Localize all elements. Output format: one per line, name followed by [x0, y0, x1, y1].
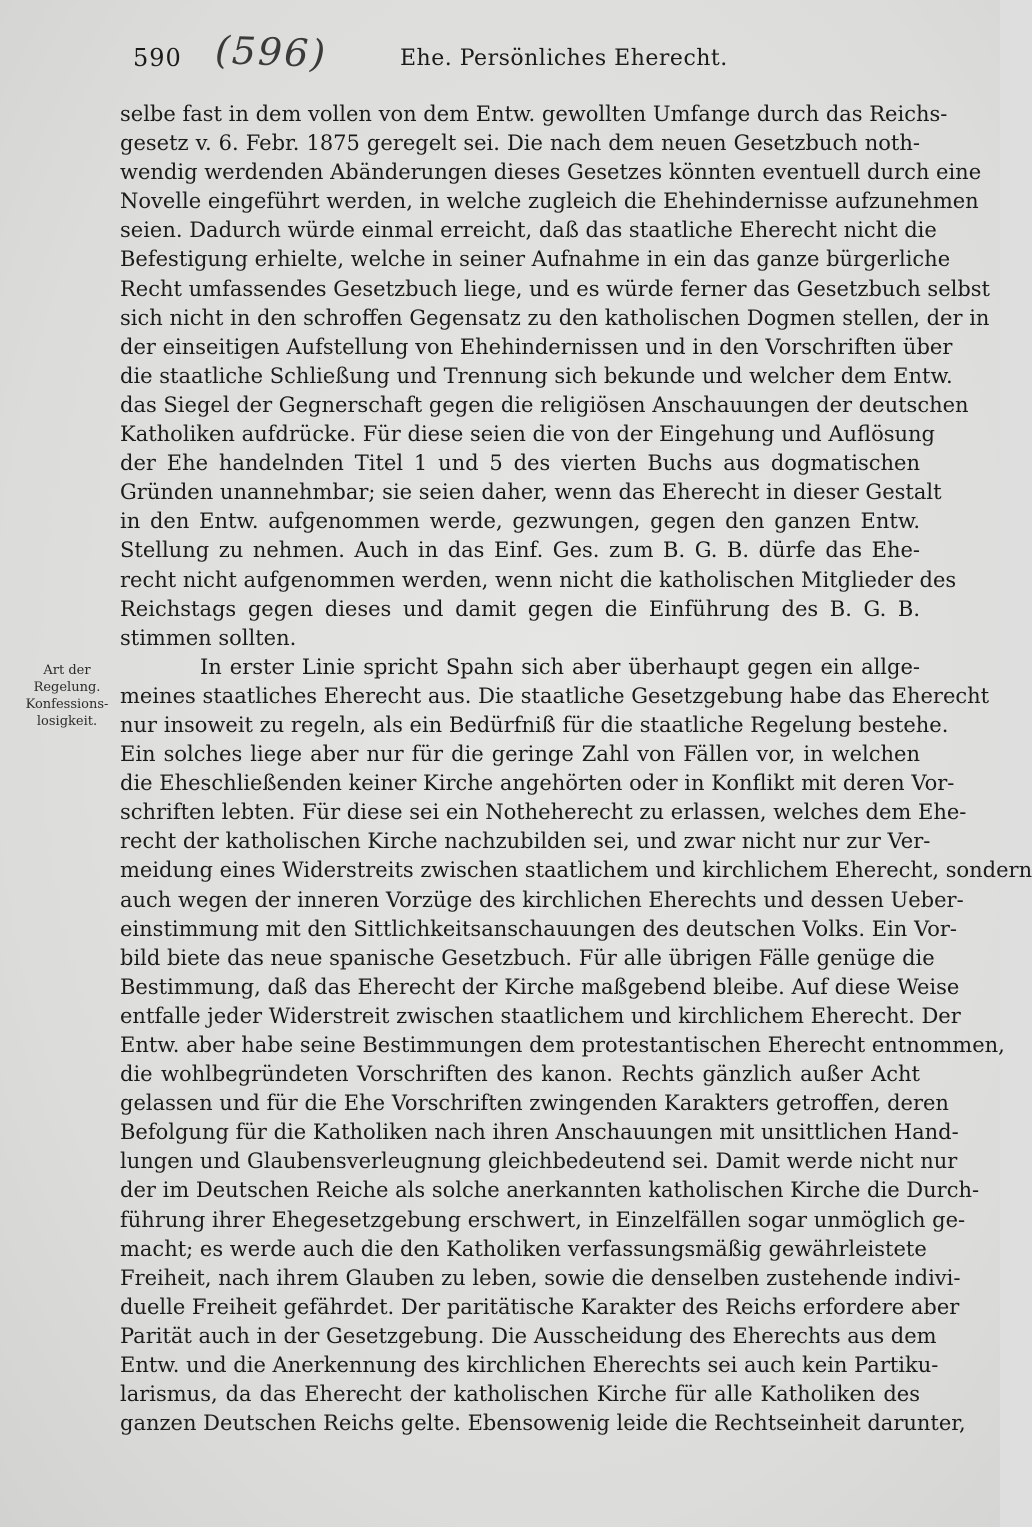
text-line: selbe fast in dem vollen von dem Entw. gewollten Umfange durch das Reichs- [120, 102, 948, 126]
text-line: die Eheschließenden keiner Kirche angehörten oder in Konflikt mit deren Vor- [120, 771, 955, 796]
text-line: Novelle eingeführt werden, in welche zugleich die Ehehindernisse aufzunehmen [120, 189, 979, 214]
text-line: Gründen unannehmbar; sie seien daher, wenn das Eherecht in dieser Gestalt [120, 480, 942, 505]
text-line: die wohlbegründeten Vorschriften des kanon. Rechts gänzlich außer Acht [120, 1062, 920, 1087]
text-line: larismus, da das Eherecht der katholischen Kirche für alle Katholiken des [120, 1382, 920, 1407]
text-line: der im Deutschen Reiche als solche anerkannten katholischen Kirche die Durch- [120, 1178, 980, 1203]
text-line: gelassen und für die Ehe Vorschriften zwingenden Karakters getroffen, deren [120, 1091, 949, 1116]
text-line: das Siegel der Gegnerschaft gegen die religiösen Anschauungen der deutschen [120, 392, 969, 417]
text-line: recht nicht aufgenommen werden, wenn nicht die katholischen Mitglieder des [120, 567, 957, 592]
page-header [0, 28, 1000, 88]
text-line: der einseitigen Aufstellung von Ehehindernissen und in den Vorschriften über [120, 334, 953, 359]
page-number: 590 [133, 44, 182, 72]
handwritten-page-annotation: (596) [214, 28, 328, 76]
text-line: duelle Freiheit gefährdet. Der paritätische Karakter des Reichs erfordere aber [120, 1294, 960, 1319]
text-line: Entw. und die Anerkennung des kirchlichen Eherechts sei auch kein Partiku- [120, 1353, 939, 1378]
text-line: Recht umfassendes Gesetzbuch liege, und es würde ferner das Gesetzbuch selbst [120, 276, 990, 301]
paragraph-continued [120, 100, 990, 653]
body-text [120, 100, 1032, 1438]
text-line: Befolgung für die Katholiken nach ihren Anschauungen mit unsittlichen Hand- [120, 1120, 959, 1145]
text-line: meines staatliches Eherecht aus. Die staatliche Gesetzgebung habe das Eherecht [120, 683, 990, 708]
paragraph [120, 653, 1032, 1439]
text-line: ganzen Deutschen Reichs gelte. Ebensowenig leide die Rechtseinheit darunter, [120, 1411, 966, 1436]
text-line: lungen und Glaubensverleugnung gleichbedeutend sei. Damit werde nicht nur [120, 1149, 958, 1174]
text-line: gesetz v. 6. Febr. 1875 geregelt sei. Die nach dem neuen Gesetzbuch noth- [120, 131, 920, 156]
text-line: stimmen sollten. [120, 625, 297, 650]
text-line: sich nicht in den schroffen Gegensatz zu den katholischen Dogmen stellen, der in [120, 305, 990, 330]
text-line: bild biete das neue spanische Gesetzbuch. Für alle übrigen Fälle genüge die [120, 945, 935, 970]
text-line: Parität auch in der Gesetzgebung. Die Ausscheidung des Eherechts aus dem [120, 1323, 937, 1348]
text-line: Stellung zu nehmen. Auch in das Einf. Ges. zum B. G. B. dürfe das Ehe- [120, 538, 920, 563]
text-line: auch wegen der inneren Vorzüge des kirchlichen Eherechts und dessen Ueber- [120, 887, 964, 912]
text-line: nur insoweit zu regeln, als ein Bedürfniß für die staatliche Regelung bestehe. [120, 712, 949, 737]
running-head: Ehe. Persönliches Eherecht. [400, 46, 728, 71]
text-line: recht der katholischen Kirche nachzubilden sei, und zwar nicht nur zur Ver- [120, 829, 931, 854]
margin-note-line: Regelung. [33, 680, 101, 695]
text-line: der Ehe handelnden Titel 1 und 5 des vierten Buchs aus dogmatischen [120, 451, 920, 476]
text-line: führung ihrer Ehegesetzgebung erschwert, in Einzelfällen sogar unmöglich ge- [120, 1207, 966, 1232]
text-line: einstimmung mit den Sittlichkeitsanschauungen des deutschen Volks. Ein Vor- [120, 916, 958, 941]
text-line: schriften lebten. Für diese sei ein Notheherecht zu erlassen, welches dem Ehe- [120, 800, 967, 825]
text-line: seien. Dadurch würde einmal erreicht, daß das staatliche Eherecht nicht die [120, 218, 937, 243]
margin-note-line: Konfessions- [25, 697, 109, 712]
text-line: wendig werdenden Abänderungen dieses Gesetzes könnten eventuell durch eine [120, 160, 982, 185]
text-line: entfalle jeder Widerstreit zwischen staatlichem und kirchlichem Eherecht. Der [120, 1003, 961, 1028]
text-line: Freiheit, nach ihrem Glauben zu leben, sowie die denselben zustehende indivi- [120, 1265, 961, 1290]
text-line: Reichstags gegen dieses und damit gegen die Einführung des B. G. B. [120, 596, 920, 621]
text-line: Ein solches liege aber nur für die geringe Zahl von Fällen vor, in welchen [120, 742, 920, 767]
text-line: macht; es werde auch die den Katholiken verfassungsmäßig gewährleistete [120, 1236, 927, 1261]
text-line: In erster Linie spricht Spahn sich aber überhaupt gegen ein allge- [200, 654, 920, 679]
text-line: meidung eines Widerstreits zwischen staatlichem und kirchlichem Eherecht, sondern [120, 858, 1032, 883]
text-line: Befestigung erhielte, welche in seiner Aufnahme in ein das ganze bürgerliche [120, 247, 951, 272]
text-line: in den Entw. aufgenommen werde, gezwungen, gegen den ganzen Entw. [120, 509, 920, 534]
text-line: Katholiken aufdrücke. Für diese seien die von der Eingehung und Auflösung [120, 422, 935, 447]
text-line: die staatliche Schließung und Trennung sich bekunde und welcher dem Entw. [120, 363, 953, 388]
margin-note-line: losigkeit. [36, 714, 98, 729]
text-line: Bestimmung, daß das Eherecht der Kirche maßgebend bleibe. Auf diese Weise [120, 974, 960, 999]
margin-note [22, 662, 112, 730]
text-line: Entw. aber habe seine Bestimmungen dem protestantischen Eherecht entnommen, [120, 1033, 1005, 1057]
margin-note-line: Art der [43, 663, 91, 678]
